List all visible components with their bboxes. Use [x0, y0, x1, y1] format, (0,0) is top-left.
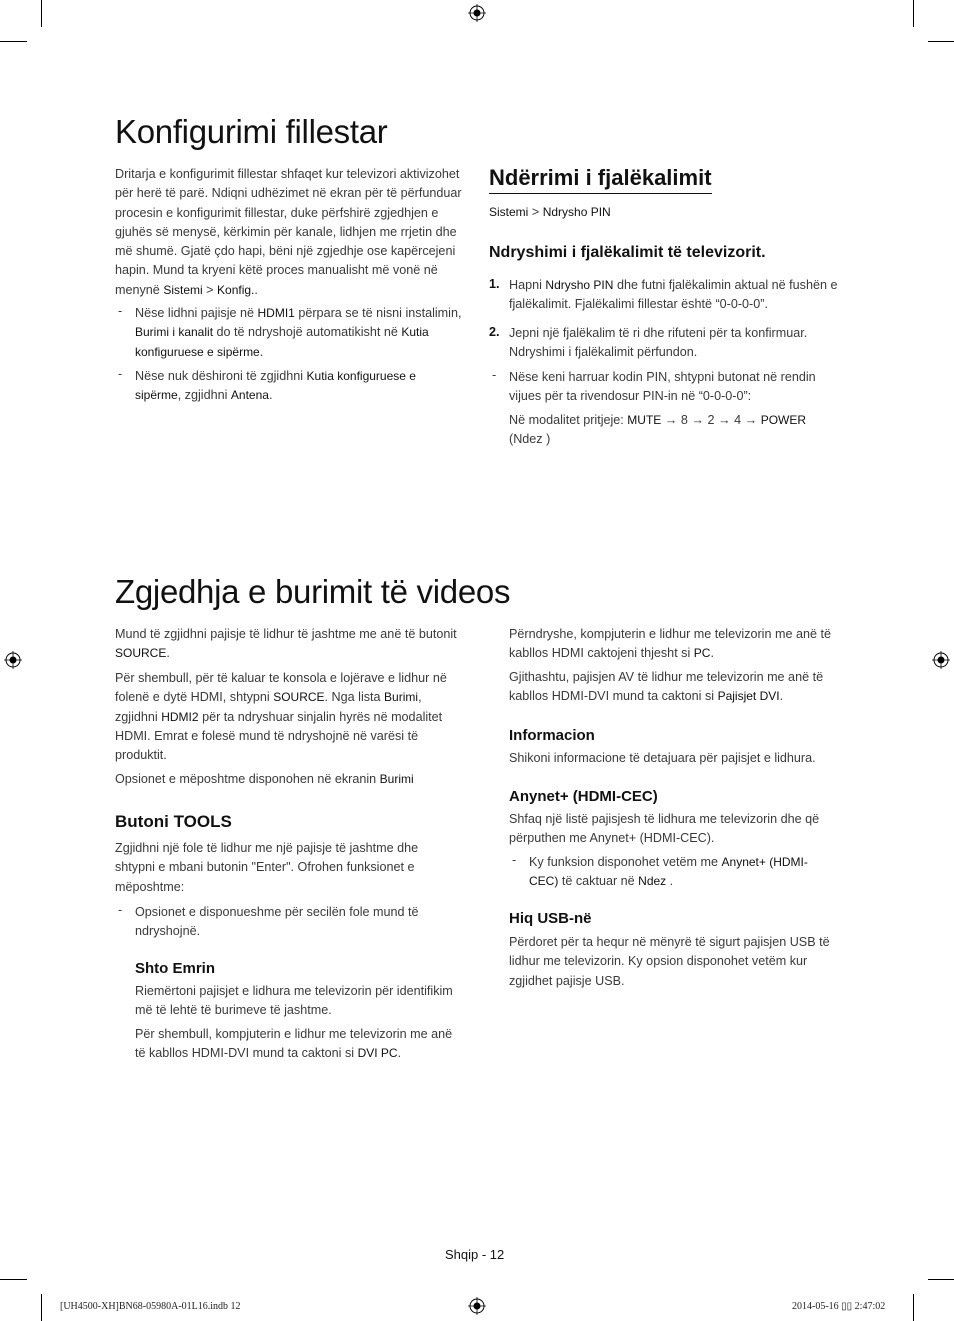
- note-text: Nëse lidhni pajisje në: [135, 306, 255, 320]
- initial-setup-intro: [115, 165, 465, 300]
- body-text: për ta ndryshuar sinjalin hyrës në modalitet HDMI. Emrat e folesë mund të ndryshojnë në varësi të produktit.: [115, 709, 443, 763]
- ui-term: Anynet+ (HDMI-CEC): [529, 855, 808, 889]
- step-1: [509, 276, 839, 315]
- video-options-note: [115, 770, 465, 789]
- crop-mark: [928, 1279, 954, 1280]
- step-text: dhe futni fjalëkalimin aktual në fushën e fjalëkalimit. Fjalëkalimi fillestar është “0-0-0-0”.: [509, 278, 838, 312]
- tools-note: Opsionet e disponueshme për secilën fole mund të ndryshojnë.: [135, 905, 419, 939]
- bullet-dash: -: [118, 903, 123, 917]
- note-text: Ky funksion disponohet vetëm me: [529, 855, 719, 869]
- video-example: [115, 669, 455, 765]
- video-intro: [115, 625, 470, 664]
- subtitle-rename: Shto Emrin: [135, 960, 216, 977]
- crop-mark: [41, 1294, 42, 1321]
- breadcrumb-item: Ndrysho PIN: [542, 205, 611, 219]
- tools-description: Zgjidhni një fole të lidhur me një pajisje të jashtme dhe shtypni e mbani butonin "Enter". Ofrohen funksionet e mëposhtme:: [115, 841, 419, 894]
- step-number: 1.: [489, 277, 500, 291]
- breadcrumb-separator: >: [531, 205, 540, 219]
- note-hdmi1: [135, 304, 465, 362]
- key-sequence: → 8 → 2 → 4 →: [664, 413, 758, 427]
- bullet-dash: -: [492, 368, 497, 382]
- standby-sequence: [509, 411, 839, 450]
- body-text: Për shembull, për të kaluar te konsola e lojërave e lidhur në folenë e dytë HDMI, shtypni: [115, 671, 447, 705]
- ui-term: PC: [693, 646, 711, 661]
- body-text: Opsionet e mëposhtme disponohen në ekranin: [115, 772, 377, 786]
- forgot-pin-note: Nëse keni harruar kodin PIN, shtypni butonat në rendin vijues për ta rivendosur PIN-in në “0-0-0-0”:: [509, 370, 816, 404]
- bullet-dash: -: [118, 304, 123, 318]
- crop-mark: [0, 1279, 27, 1280]
- ui-term: Kutia konfiguruese e sipërme: [135, 325, 429, 359]
- punct: .: [254, 282, 258, 297]
- menu-item-ref: Konfig.: [217, 282, 255, 297]
- registration-mark-icon: [4, 651, 22, 669]
- crop-mark: [41, 0, 42, 27]
- punct: .: [268, 388, 273, 403]
- breadcrumb: [489, 203, 839, 222]
- note-text: përpara se të nisni instalimin,: [298, 306, 462, 320]
- breadcrumb-item: Sistemi: [489, 205, 529, 219]
- anynet-text: Shfaq një listë pajisjesh të lidhura me televizorin dhe që përputhen me Anynet+ (HDMI-CEC).: [509, 812, 820, 846]
- ui-term: SOURCE: [115, 646, 167, 661]
- subtitle-information: Informacion: [509, 727, 595, 744]
- step-2: Jepni një fjalëkalim të ri dhe rifuteni për ta konfirmuar. Ndryshimi i fjalëkalimit përfundon.: [509, 326, 808, 360]
- section-title-change-password: Ndërrimi i fjalëkalimit: [489, 165, 712, 194]
- ui-term: POWER: [760, 413, 807, 427]
- ui-term: HDMI2: [161, 709, 199, 724]
- punct: .: [166, 646, 170, 661]
- ui-term: DVI PC: [357, 1046, 398, 1061]
- subtitle-change-tv-password: Ndryshimi i fjalëkalimit të televizorit.: [489, 244, 766, 261]
- menu-separator: >: [206, 282, 214, 297]
- bullet-dash: -: [118, 367, 123, 381]
- note-text: (Ndez ): [509, 432, 551, 447]
- body-text: . Nga lista: [324, 690, 381, 705]
- av-hdmi-dvi-text: [509, 668, 844, 707]
- crop-mark: [0, 41, 27, 42]
- body-text: Mund të zgjidhni pajisje të lidhur të jashtme me anë të butonit: [115, 627, 457, 641]
- print-datetime: 2014-05-16 ▯▯ 2:47:02: [792, 1301, 886, 1312]
- file-info: [UH4500-XH]BN68-05980A-01L16.indb 12: [60, 1301, 241, 1312]
- ui-term: HDMI1: [257, 306, 295, 320]
- body-text: , zgjidhni: [115, 690, 422, 724]
- pc-hdmi-text: [509, 625, 844, 664]
- remove-usb-text: Përdoret për ta hequr në mënyrë të sigurt pajisjen USB të lidhur me televizorin. Ky opsion disponohet vetëm kur zgjidhet pajisje USB.: [509, 935, 830, 988]
- body-text: Gjithashtu, pajisjen AV të lidhur me televizorin me anë të kabllos HDMI-DVI mund ta caktoni si: [509, 670, 824, 704]
- body-text: Për shembull, kompjuterin e lidhur me televizorin me anë të kabllos HDMI-DVI mund ta caktoni si: [135, 1027, 453, 1061]
- section-title-initial-setup: Konfigurimi fillestar: [115, 113, 388, 150]
- registration-mark-icon: [468, 4, 486, 22]
- rename-example: [135, 1025, 465, 1064]
- punct: .: [397, 1046, 402, 1061]
- ui-term: Burimi: [384, 690, 419, 705]
- ui-term: SOURCE: [273, 690, 325, 705]
- ui-term: Antena: [230, 388, 269, 403]
- information-text: Shikoni informacione të detajuara për pajisjet e lidhura.: [509, 751, 816, 765]
- punct: .: [259, 344, 264, 359]
- note-antenna: [135, 367, 465, 406]
- note-text: , zgjidhni: [177, 388, 228, 403]
- step-number: 2.: [489, 325, 500, 339]
- ui-term: Kutia konfiguruese e sipërme: [135, 369, 416, 403]
- bullet-dash: -: [512, 853, 517, 867]
- ui-term: MUTE: [627, 413, 662, 427]
- note-text: Në modalitet pritjeje:: [509, 413, 624, 427]
- punct: .: [779, 689, 784, 704]
- punct: .: [669, 874, 674, 889]
- crop-mark: [913, 0, 914, 27]
- rename-description: Riemërtoni pajisjet e lidhura me televizorin për identifikim më të lehtë të burimeve të jashtme.: [135, 984, 453, 1018]
- ui-term: Ndrysho PIN: [545, 278, 614, 292]
- section-title-video-source: Zgjedhja e burimit të videos: [115, 573, 511, 610]
- ui-term: Ndez: [638, 874, 667, 889]
- subtitle-anynet: Anynet+ (HDMI-CEC): [509, 788, 658, 805]
- crop-mark: [913, 1294, 914, 1321]
- subtitle-tools-button: [115, 812, 232, 832]
- page-number: Shqip - 12: [445, 1247, 505, 1262]
- intro-text: Dritarja e konfigurimit fillestar shfaqet kur televizori aktivizohet për herë të parë. Ndiqni udhëzimet në ekran për të përfunduar procesin e konfigurimit fillestar, duke përfshirë zgjedhjen e gjuhës së menysë, kërkimin për kanale, lidhjen me rrjetin dhe më shumë. Gjatë çdo hapi, bëni një zgjedhje ose kapërcejeni hapin. Mund ta kryeni këtë proces manualisht më vonë në menynë: [115, 167, 462, 297]
- ui-term: Burimi: [379, 772, 414, 786]
- registration-mark-icon: [932, 651, 950, 669]
- step-text: Hapni: [509, 278, 542, 292]
- anynet-note: [529, 853, 829, 892]
- note-text: do të ndryshojë automatikisht në: [216, 325, 398, 340]
- ui-term: Burimi i kanalit: [135, 325, 214, 340]
- note-text: Nëse nuk dëshironi të zgjidhni: [135, 369, 304, 383]
- subtitle-remove-usb: Hiq USB-në: [509, 910, 592, 927]
- heading-text: Butoni: [115, 812, 169, 831]
- ui-term: Pajisjet DVI: [717, 689, 780, 704]
- body-text: Përndryshe, kompjuterin e lidhur me televizorin me anë të kabllos HDMI caktojeni thjesht si: [509, 627, 831, 661]
- menu-ref: Sistemi: [163, 282, 203, 297]
- ui-term: TOOLS: [173, 812, 232, 831]
- crop-mark: [928, 41, 954, 42]
- punct: .: [710, 646, 714, 661]
- registration-mark-icon: [468, 1297, 486, 1315]
- note-text: të caktuar në: [561, 874, 635, 889]
